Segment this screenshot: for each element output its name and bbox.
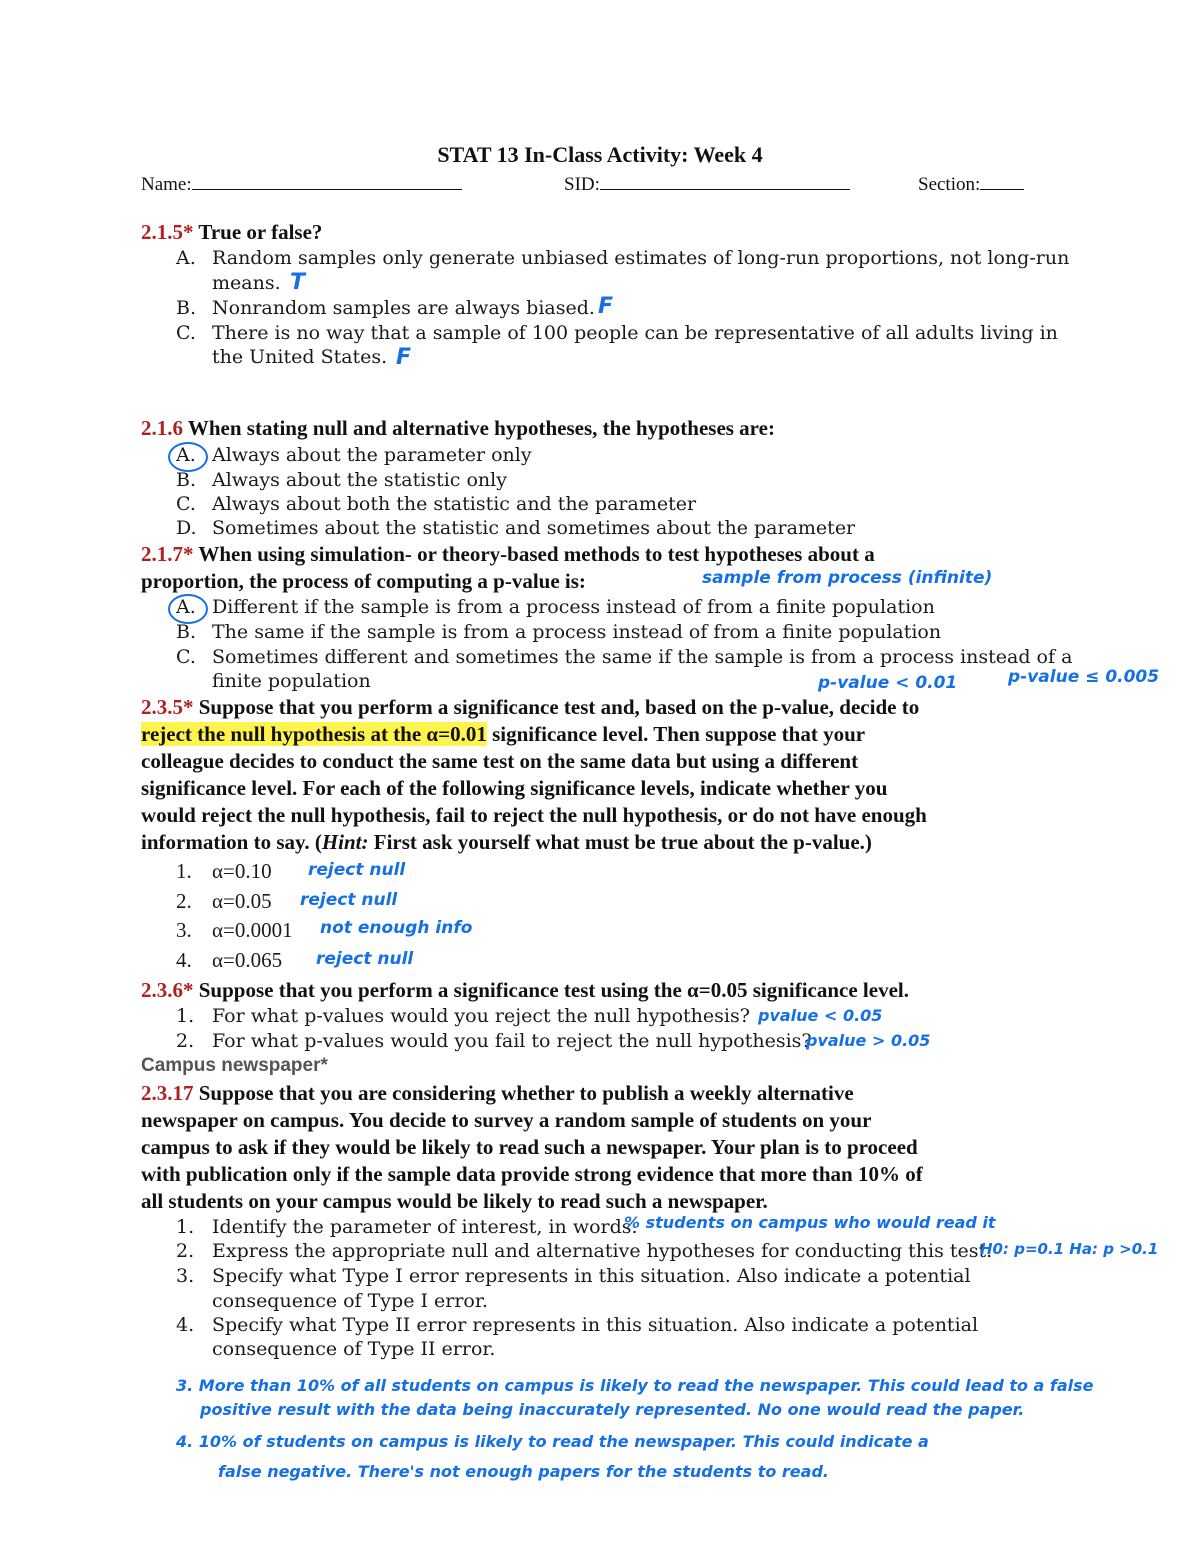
handwritten-answer: H0: p=0.1 Ha: p >0.1 xyxy=(980,1240,1159,1258)
name-blank xyxy=(192,171,462,190)
handwritten-answer: pvalue < 0.05 xyxy=(758,1006,883,1025)
list-item: 3. α=0.0001 xyxy=(176,918,293,942)
handwritten-answer: F xyxy=(598,294,614,319)
paragraph-line: significance level. For each of the following significance levels, indicate whether you xyxy=(141,776,888,800)
handwritten-note: sample from process (infinite) xyxy=(702,568,993,588)
handwritten-answer: reject null xyxy=(316,949,414,969)
option-a: A. Random samples only generate unbiased estimates of long-run proportions, not long-run xyxy=(176,247,1070,269)
list-item: 2. For what p-values would you fail to reject the null hypothesis? xyxy=(176,1030,812,1052)
list-item: 4. Specify what Type II error represents in this situation. Also indicate a potential xyxy=(176,1314,979,1336)
list-item-cont: consequence of Type I error. xyxy=(212,1290,488,1312)
handwritten-answer: F xyxy=(396,345,412,370)
handwritten-answer: not enough info xyxy=(320,918,473,938)
section-blank xyxy=(980,171,1024,190)
handwritten-answer: reject null xyxy=(300,890,398,910)
option-c: C. There is no way that a sample of 100 people can be representative of all adults living in xyxy=(176,322,1058,344)
handwritten-answer: reject null xyxy=(308,860,406,880)
paragraph-line: 2.3.17 Suppose that you are considering whether to publish a weekly alternative xyxy=(141,1081,854,1105)
question-2-3-5 xyxy=(141,694,1081,856)
question-2-1-5: 2.1.5* True or false? xyxy=(141,220,323,244)
option-c: C. Always about both the statistic and the parameter xyxy=(176,493,697,515)
option-a: A. Different if the sample is from a process instead of from a finite population xyxy=(176,596,935,618)
handwritten-answer: 3. More than 10% of all students on campus is likely to read the newspaper. This could lead to a false xyxy=(176,1376,1094,1395)
handwritten-answer: false negative. There's not enough papers for the students to read. xyxy=(218,1462,829,1481)
handwritten-answer: % students on campus who would read it xyxy=(624,1213,996,1232)
handwritten-note: p-value < 0.01 xyxy=(818,673,958,693)
handwritten-note: p-value ≤ 0.005 xyxy=(1008,667,1160,687)
paragraph-line: campus to ask if they would be likely to read such a newspaper. Your plan is to proceed xyxy=(141,1135,918,1159)
handwritten-answer: positive result with the data being inaccurately represented. No one would read the paper. xyxy=(200,1400,1025,1419)
section-heading: Campus newspaper* xyxy=(141,1055,328,1076)
question-2-1-7-cont: proportion, the process of computing a p-value is: xyxy=(141,569,586,593)
list-item: 2. Express the appropriate null and alternative hypotheses for conducting this test. xyxy=(176,1240,993,1262)
paragraph-line: with publication only if the sample data provide strong evidence that more than 10% of xyxy=(141,1162,923,1186)
handwritten-answer: 4. 10% of students on campus is likely to read the newspaper. This could indicate a xyxy=(176,1432,929,1451)
option-c-cont: the United States. xyxy=(212,346,388,368)
question-2-1-7: 2.1.7* When using simulation- or theory-based methods to test hypotheses about a xyxy=(141,542,875,566)
list-item: 3. Specify what Type I error represents in this situation. Also indicate a potential xyxy=(176,1265,971,1287)
option-b: B. The same if the sample is from a process instead of from a finite population xyxy=(176,621,942,643)
highlighted-text: reject the null hypothesis at the α=0.01 xyxy=(141,722,487,746)
option-a: A. Always about the parameter only xyxy=(176,444,532,466)
option-a-cont: means. xyxy=(212,272,281,294)
handwritten-answer: T xyxy=(290,270,306,295)
paragraph-line: would reject the null hypothesis, fail to reject the null hypothesis, or do not have enough xyxy=(141,803,927,827)
sid-field xyxy=(564,171,850,196)
question-2-3-17 xyxy=(141,1080,1081,1215)
section-field xyxy=(918,171,1024,196)
paragraph-line: newspaper on campus. You decide to survey a random sample of students on your xyxy=(141,1108,872,1132)
paragraph-line: colleague decides to conduct the same test on the same data but using a different xyxy=(141,749,859,773)
option-b: B. Always about the statistic only xyxy=(176,469,507,491)
option-c: C. Sometimes different and sometimes the same if the sample is from a process instead of a xyxy=(176,646,1073,668)
name-field xyxy=(141,171,462,196)
paragraph-line: 2.3.5* Suppose that you perform a significance test and, based on the p-value, decide to xyxy=(141,695,920,719)
page-title: STAT 13 In-Class Activity: Week 4 xyxy=(437,142,763,167)
list-item: 1. Identify the parameter of interest, in words. xyxy=(176,1216,638,1238)
paragraph-line: information to say. (Hint: First ask yourself what must be true about the p-value.) xyxy=(141,830,872,854)
list-item: 1. α=0.10 xyxy=(176,859,272,883)
option-d: D. Sometimes about the statistic and sometimes about the parameter xyxy=(176,517,856,539)
section-label: Section: xyxy=(918,174,981,195)
list-item: 4. α=0.065 xyxy=(176,948,283,972)
name-label: Name: xyxy=(141,174,192,195)
paragraph-line: all students on your campus would be likely to read such a newspaper. xyxy=(141,1189,768,1213)
list-item: 1. For what p-values would you reject the null hypothesis? xyxy=(176,1005,750,1027)
paragraph-line: reject the null hypothesis at the α=0.01 significance level. Then suppose that your xyxy=(141,722,866,746)
handwritten-answer: pvalue > 0.05 xyxy=(806,1031,931,1050)
list-item: 2. α=0.05 xyxy=(176,889,272,913)
option-c-cont: finite population xyxy=(212,670,371,692)
question-2-3-6: 2.3.6* Suppose that you perform a significance test using the α=0.05 significance level. xyxy=(141,978,909,1002)
sid-blank xyxy=(600,171,850,190)
sid-label: SID: xyxy=(564,174,600,195)
question-2-1-6: 2.1.6 When stating null and alternative hypotheses, the hypotheses are: xyxy=(141,416,775,440)
option-b: B. Nonrandom samples are always biased. xyxy=(176,297,595,319)
list-item-cont: consequence of Type II error. xyxy=(212,1338,496,1360)
